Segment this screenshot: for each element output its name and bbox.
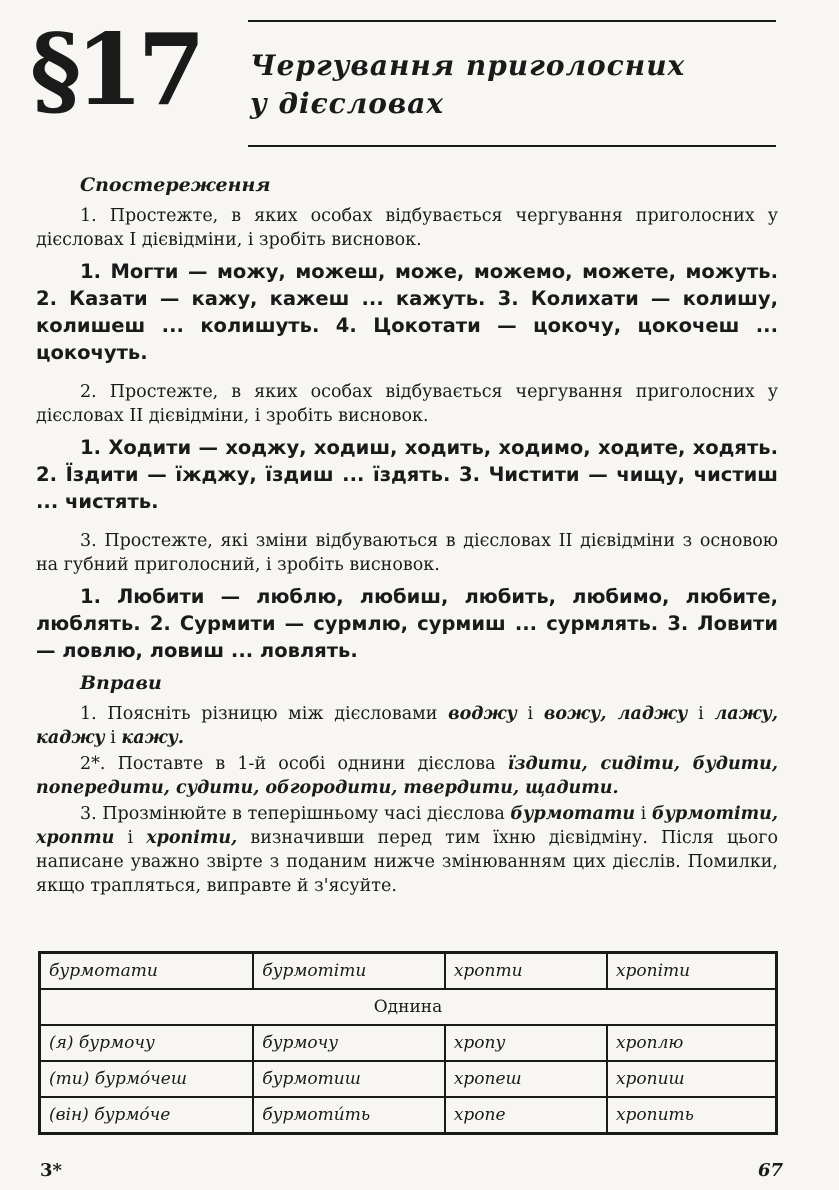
exercise-3-word-2: бурмотіти, хропти <box>36 804 778 848</box>
page-content <box>36 168 778 900</box>
table-cell: бурмочу <box>253 1025 445 1061</box>
task-2-examples: 1. Ходити — ходжу, ходиш, ходить, ходимо, ходите, ходять. 2. Їздити — їжджу, їздиш ... їздять. 3. Чистити — чищу, чистиш ... чистять. <box>36 436 778 513</box>
table-cell: (ти) бурмо́чеш <box>40 1061 254 1097</box>
observations-heading: Спостереження <box>80 174 271 196</box>
exercise-3-text-d: визначивши перед тим їхню дієвідміну. Після цього написане уважно звірте з поданим нижче змінюванням цих дієслів. Помилки, якщо трапляться, виправте й з'ясуйте. <box>36 828 778 896</box>
conjugation-table <box>38 951 778 1135</box>
exercise-1-word-2: вожу, ладжу <box>543 704 688 724</box>
table-header-cell: бурмотіти <box>253 953 445 990</box>
table-cell: бурмотиш <box>253 1061 445 1097</box>
table-cell: хропить <box>607 1097 777 1134</box>
task-3-examples: 1. Любити — люблю, любиш, любить, любимо, любите, люблять. 2. Сурмити — сурмлю, сурмиш ... сурмлять. 3. Ловити — ловлю, ловиш ... ловлять. <box>36 585 778 662</box>
exercise-1-word-1: воджу <box>448 704 517 724</box>
page-number: 67 <box>758 1160 784 1181</box>
exercise-3 <box>36 802 778 898</box>
table-cell: бурмоти́ть <box>253 1097 445 1134</box>
table-header-cell: хропти <box>445 953 607 990</box>
table-cell: (він) бурмо́че <box>40 1097 254 1134</box>
table-row <box>40 1061 777 1097</box>
section-header <box>0 0 839 170</box>
section-number: §17 <box>30 13 200 128</box>
task-1-instruction: 1. Простежте, в яких особах відбувається чергування приголосних у дієсловах І дієвідміни, і зробіть висновок. <box>36 206 778 250</box>
title-rule-top <box>248 20 776 22</box>
exercises-heading: Вправи <box>80 672 162 694</box>
exercise-1-text-b: і <box>516 704 544 724</box>
table-cell: хропе <box>445 1097 607 1134</box>
title-rule-bottom <box>248 145 776 147</box>
task-1-examples: 1. Могти — можу, можеш, може, можемо, можете, можуть. 2. Казати — кажу, кажеш ... кажуть. 3. Колихати — колишу, колишеш ... колишуть. 4. Цокотати — цокочу, цокочеш ... цокочуть. <box>36 260 778 364</box>
exercise-2-text: 2*. Поставте в 1-й особі однини дієслова <box>80 754 508 774</box>
exercise-3-word-1: бурмотати <box>510 804 636 824</box>
task-2-instruction: 2. Простежте, в яких особах відбувається чергування приголосних у дієсловах ІІ дієвідміни, і зробіть висновок. <box>36 382 778 426</box>
exercise-1-text-c: і <box>687 704 715 724</box>
table-row <box>40 1097 777 1134</box>
exercise-1-text-a: 1. Поясніть різницю між дієсловами <box>80 704 449 724</box>
exercise-3-word-3: хропіти, <box>146 828 238 848</box>
table-cell: хропиш <box>607 1061 777 1097</box>
table-cell: хропеш <box>445 1061 607 1097</box>
exercise-2-words: їздити, сидіти, будити, попередити, судити, обгородити, твердити, щадити. <box>36 754 779 798</box>
table-cell: хропу <box>445 1025 607 1061</box>
exercise-1-word-3: лажу, каджу <box>36 704 778 748</box>
table-header-cell: бурмотати <box>40 953 254 990</box>
exercise-2 <box>36 752 778 800</box>
footer-signature-mark: 3* <box>40 1160 62 1181</box>
table-row <box>40 1025 777 1061</box>
table-header-cell: хропіти <box>607 953 777 990</box>
table-header-row <box>40 953 777 990</box>
exercise-3-text-b: і <box>635 804 652 824</box>
table-section-label: Однина <box>40 989 777 1025</box>
table-cell: хроплю <box>607 1025 777 1061</box>
exercise-1 <box>36 702 778 750</box>
section-title-line2: у дієсловах <box>250 87 445 120</box>
task-3-instruction: 3. Простежте, які зміни відбуваються в дієсловах ІІ дієвідміни з основою на губний приголосний, і зробіть висновок. <box>36 531 778 575</box>
exercise-3-text-c: і <box>114 828 147 848</box>
exercise-1-word-4: кажу. <box>121 728 184 748</box>
table-cell: (я) бурмочу <box>40 1025 254 1061</box>
exercise-3-text-a: 3. Прозмінюйте в теперішньому часі дієслова <box>80 804 511 824</box>
exercise-1-text-d: і <box>104 728 122 748</box>
table-section-row <box>40 989 777 1025</box>
section-title-line1: Чергування приголосних <box>250 49 686 82</box>
